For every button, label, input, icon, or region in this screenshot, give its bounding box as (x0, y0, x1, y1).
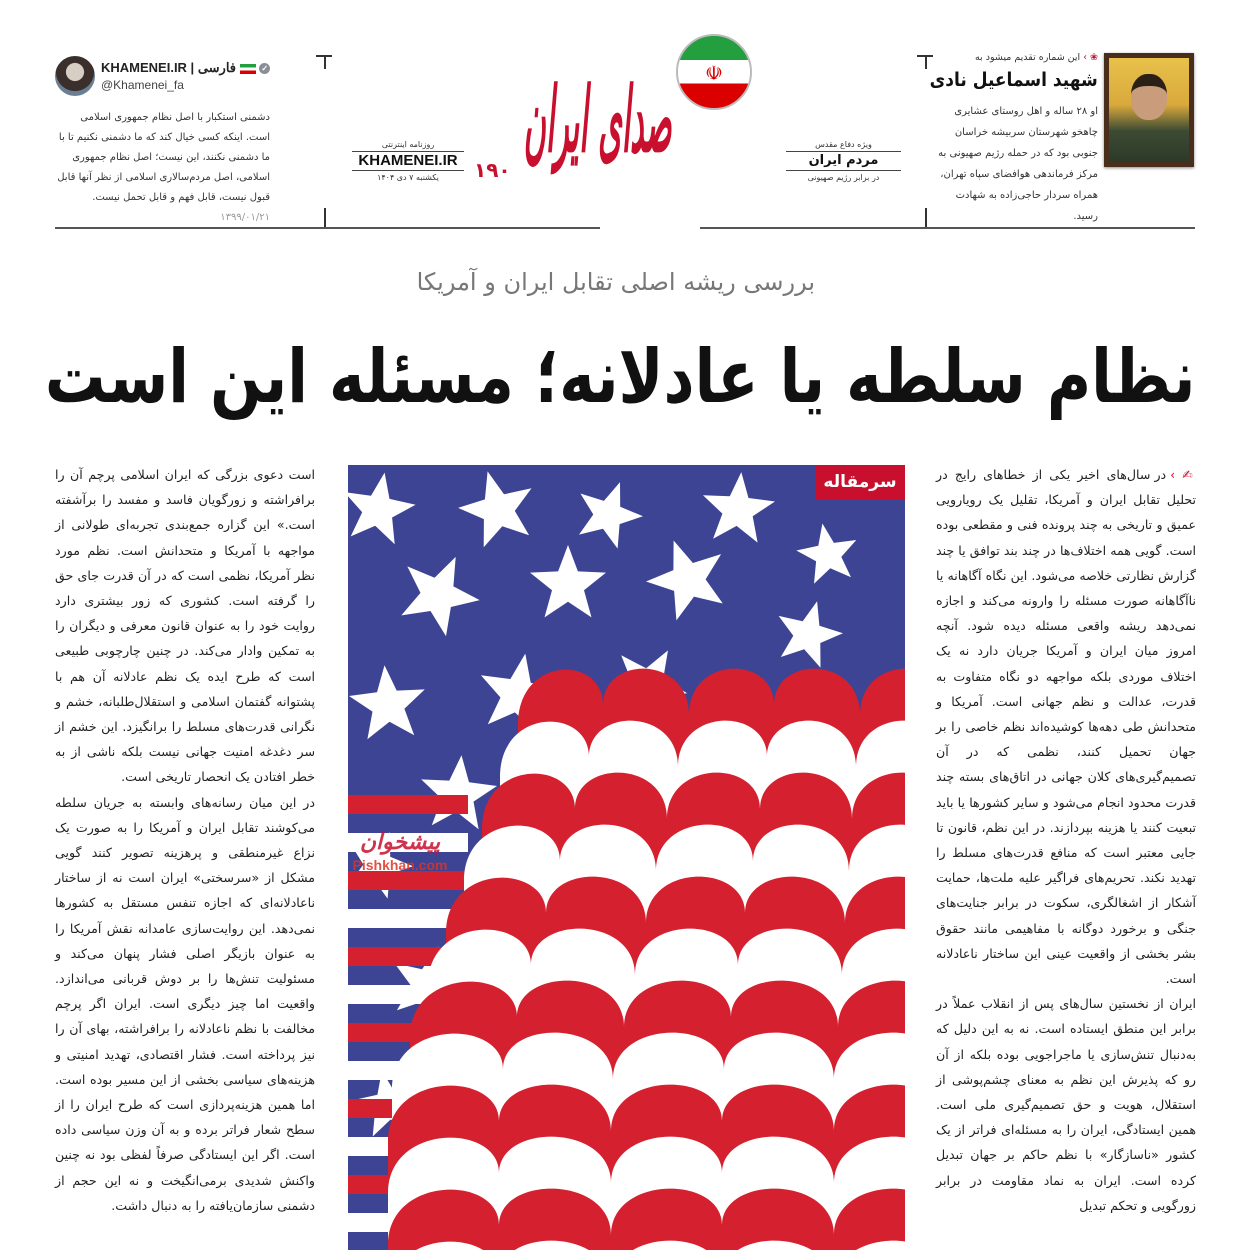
paragraph: در این میان رسانه‌های وابسته به جریان سلطه می‌کوشند تقابل ایران و آمریکا را به صورت یک نزاع غیرمنطقی و پرهزینه تصویر کنند گویی مشکل از «سرسختی» ایران است نه از ساختار ناعادلانه‌ای که اجازه تنفس مستقل به کشورها نمی‌دهد. این روایت‌سازی عامدانه نقش آمریکا را به عنوان بازیگر اصلی فشار پنهان می‌کند و مسئولیت تنش‌ها را بر دوش قربانی می‌اندازد. واقعیت اما چیز دیگری است. ایران اگر پرچم مخالفت با نظم ناعادلانه را برافراشته، بهای آن را نیز پرداخته است. فشار اقتصادی، تهدید امنیتی و هزینه‌های سیاسی بخشی از این مسیر بوده است. اما همین هزینه‌پردازی است که طرح ایران را از سطح شعار فراتر برده و به آن وزن سیاسی داده است. اگر این ایستادگی صرفاً لفظی بود نه چنین واکنش شدیدی برمی‌انگیخت و نه این حجم از دشمنی سازمان‌یافته را به دنبال داشت. (55, 794, 315, 1213)
tweet-date: ۱۳۹۹/۰۱/۲۱ (220, 212, 270, 223)
paragraph-text: در سال‌های اخیر یکی از خطاهای رایج در تحلیل تقابل ایران و آمریکا، تقلیل یک رویارویی عمیق و تاریخی به چند پرونده فنی و مقطعی بوده است. گویی همه اختلاف‌ها در چند بند توافق یا چند گزارش نظارتی خلاصه می‌شود. این نگاه آگاهانه یا ناآگاهانه صورت مسئله را وارونه می‌کند و اجازه نمی‌دهد ریشه واقعی مسئله دیده شود. آنچه امروز میان ایران و آمریکا جریان دارد نه یک اختلاف موردی بلکه مواجهه دو نگاه متفاوت به قدرت، عدالت و نظم جهانی است. آمریکا و متحدانش طی دهه‌ها کوشیده‌اند نظم خاصی را بر جهان تحمیل کنند، نظمی که در آن تصمیم‌گیری‌های کلان جهانی در اتاق‌های بسته چند قدرت محدود انجام می‌شود و سایر کشورها یا باید تبعیت کنند یا هزینه بپردازند. در این نظم، قانون تا جایی معتبر است که منافع قدرت‌های مسلط را تهدید نکند. تحریم‌های فراگیر علیه ملت‌ها، حمایت آشکار از اشغالگری، سکوت در برابر جنایت‌های جنگی و برخورد دوگانه با مفاهیمی مانند حقوق بشر بخشی از واقعیت عینی این ساختار ناعادلانه است. (936, 467, 1196, 987)
martyr-bio: او ۲۸ ساله و اهل روستای عشایری چاهخو شهرستان سربیشه خراسان جنوبی بود که در حمله رژیم صهیونی به مرکز فرماندهی هوافضای سپاه تهران، همراه سردار حاجی‌زاده به شهادت رسید. (938, 106, 1098, 222)
iran-flag-icon (240, 64, 256, 74)
divider (925, 55, 927, 69)
divider (324, 208, 326, 228)
special-main: مردم ایران (786, 151, 901, 171)
verified-badge-icon: ✓ (259, 63, 270, 74)
paragraph (936, 462, 1196, 991)
header-rule (55, 227, 600, 229)
martyr-name-text: شهید اسماعیل نادی (929, 69, 1099, 91)
paragraph: ایران از نخستین سال‌های پس از انقلاب عملاً در برابر این منطق ایستاده است. نه به این دلیل که به‌دنبال تنش‌سازی یا ماجراجویی بوده بلکه از آن رو که پذیرش این نظم به معنای چشم‌پوشی از استقلال، هویت و حق تصمیم‌گیری ملی است. همین ایستادگی، ایران را به مسئله‌ای فراتر از یک کشور «ناسازگار» با نظم حاکم بر جهان تبدیل کرده است. ایران به نماد مقاومت در برابر زورگویی و تحکم تبدیل (936, 996, 1196, 1213)
tweet-text (55, 108, 270, 228)
masthead-site-block (352, 140, 464, 182)
martyr-name (930, 67, 1098, 93)
flag-stripe (348, 795, 468, 814)
newspaper-logo (524, 60, 672, 180)
dedication-block (930, 52, 1098, 227)
watermark-fa: پیشخوان (359, 830, 441, 855)
article-column-left (55, 462, 315, 1218)
portrait-face (1131, 74, 1167, 120)
iran-flag-emblem-icon: ☫ (676, 34, 752, 110)
pen-icon: ✍ › (1170, 467, 1196, 482)
kicker-text: بررسی ریشه اصلی تقابل ایران و آمریکا (416, 268, 815, 296)
divider (324, 55, 326, 69)
tweet-account (101, 60, 270, 76)
article-column-right (936, 462, 1196, 1218)
special-bottom: در برابر رژیم صهیونی (807, 173, 880, 182)
masthead-special-block (786, 140, 901, 182)
site-label: روزنامه اینترنتی (381, 140, 435, 149)
paragraph: است دعوی بزرگی که ایران اسلامی پرچم آن را برافراشته و زورگویان فاسد و مفسد را برآشفته است.» این گزاره جمع‌بندی تجربه‌ای طولانی از مواجهه با آمریکا و متحدانش است. نظم مورد نظر آمریکا، نظمی است که در آن قدرت جای حق را گرفته است. کشوری که زور بیشتری دارد روایت خود را به عنوان قانون معرفی و دیگران را به تمکین وادار می‌کند. در چنین چارچوبی طبیعی است که طرح ایده یک نظم عادلانه آن هم با پشتوانه گفتمان اسلامی و استقلال‌طلبانه، خشم و نگرانی قدرت‌های مسلط را برانگیزد. این خشم از سر دغدغه امنیت جهانی نیست بلکه ناشی از به خطر افتادن یک انحصار تاریخی است. (55, 467, 315, 785)
flag-stripe (348, 871, 468, 890)
divider (925, 208, 927, 228)
tweet-body: دشمنی استکبار با اصل نظام جمهوری اسلامی است. اینکه کسی خیال کند که ما دشمنی نکنیم تا با ما دشمنی نکنند، این نیست؛ اصل نظام جمهوری اسلامی، اصل مردم‌سالاری اسلامی از نظر آنها قابل قبول نیست، قابل فهم و قابل تحمل نیست. (57, 112, 270, 203)
special-top: ویژه دفاع مقدس (815, 140, 872, 149)
headline (45, 330, 1195, 425)
section-label: سرمقاله (815, 465, 905, 499)
headline-text: نظام سلطه یا عادلانه؛ مسئله این است (44, 334, 1196, 420)
watermark-en: Pishkhan.com (352, 857, 448, 873)
intro-text: این شماره تقدیم میشود به (974, 52, 1081, 63)
issue-date: یکشنبه ۷ دی ۱۴۰۴ (377, 173, 439, 182)
martyr-portrait (1104, 53, 1194, 167)
avatar (55, 56, 95, 96)
header-rule (700, 227, 1195, 229)
issue-number: ۱۹۰ (474, 158, 511, 182)
tweet-handle: @Khamenei_fa (101, 78, 184, 92)
kicker (300, 268, 815, 296)
logo-text: صدای ایران (524, 67, 672, 173)
site-name: KHAMENEI.IR (352, 151, 464, 171)
watermark (340, 830, 460, 873)
dedication-intro (930, 52, 1098, 63)
tulip-icon: ❀ › (1083, 52, 1098, 63)
account-name: KHAMENEI.IR | فارسی (101, 60, 236, 75)
